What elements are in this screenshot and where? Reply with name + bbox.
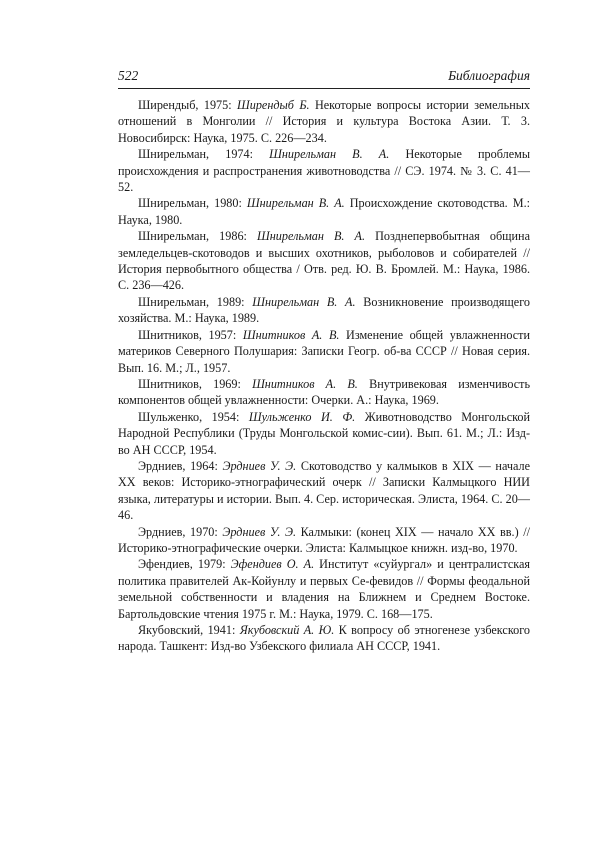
- entry-key: Шнирельман, 1986:: [138, 229, 247, 244]
- bibliography-entry: [118, 556, 530, 622]
- entry-key: Шнирельман, 1980:: [138, 196, 242, 211]
- entry-text: К вопросу об этногенезе узбекского народа. Ташкент: Изд-во Узбекского филиала АН СССР, 1941.: [118, 623, 531, 654]
- bibliography-entry: [118, 97, 530, 146]
- entry-author: Эрдниев У. Э.: [222, 524, 296, 539]
- entry-author: Ширендыб Б.: [237, 98, 310, 112]
- entry-author: Шульженко И. Ф.: [248, 409, 356, 424]
- bibliography-entry: [118, 146, 530, 195]
- entry-key: Эфендиев, 1979:: [138, 557, 226, 572]
- entry-text: Позднепервобытная община земледельцев-скотоводов и высших охотников, рыболовов и собирателей // История первобытного общества / Отв. ред. Ю. В. Бромлей. М.: Наука, 1986. С. 236—426.: [118, 229, 530, 293]
- bibliography-entry: [118, 409, 530, 458]
- page-header: [118, 68, 530, 88]
- entry-text: Животноводство Монгольской Народной Республики (Труды Монгольской комис-сии). Вып. 61. М.; Л.: Изд-во АН СССР, 1954.: [118, 409, 531, 457]
- entry-text: Калмыки: (конец XIX — начало XX вв.) // Историко-этнографические очерки. Элиста: Калмыцкое книжн. изд-во, 1970.: [118, 524, 531, 555]
- entry-text: Изменение общей увлажненности материков Северного Полушария: Записки Геогр. об-ва СССР // Новая серия. Вып. 16. М.; Л., 1957.: [118, 327, 531, 375]
- entry-author: Эфендиев О. А.: [230, 557, 315, 572]
- entry-key: Эрдниев, 1970:: [138, 524, 218, 539]
- entry-key: Эрдниев, 1964:: [138, 458, 218, 473]
- bibliography-list: [118, 97, 530, 655]
- entry-text: Скотоводство у калмыков в XIX — начале XX веков: Историко-этнографический очерк // Записки Калмыцкого НИИ языка, литературы и истории. Вып. 4. Сер. историческая. Элиста, 1964. С. 20—46.: [118, 458, 531, 523]
- entry-author: Шнитников А. В.: [242, 327, 340, 342]
- running-title: Библиография: [448, 68, 530, 83]
- entry-key: Ширендыб, 1975:: [138, 98, 232, 112]
- entry-author: Эрдниев У. Э.: [222, 458, 297, 473]
- bibliography-entry: [118, 228, 530, 294]
- entry-key: Шнирельман, 1989:: [138, 294, 245, 309]
- entry-text: Внутривековая изменчивость компонентов общей увлажненности: Очерки. А.: Наука, 1969.: [118, 376, 531, 408]
- entry-text: Институт «суйургал» и централистская политика правителей Ак-Койунлу и первых Се-февидов // Формы феодальной земельной собственности и владения на Ближнем и Среднем Востоке. Бартольдовские чтения 1975 г. М.: Наука, 1979. С. 168—175.: [118, 557, 531, 621]
- entry-key: Якубовский, 1941:: [138, 623, 236, 637]
- entry-author: Шнирельман В. А.: [246, 196, 345, 211]
- bibliography-entry: [118, 327, 530, 376]
- entry-author: Шнирельман В. А.: [257, 229, 366, 244]
- entry-author: Шнирельман В. А.: [269, 147, 390, 162]
- entry-key: Шнитников, 1969:: [138, 376, 241, 391]
- entry-text: Некоторые проблемы происхождения и распространения животноводства // СЭ. 1974. № 3. С. 41—52.: [118, 147, 531, 195]
- entry-author: Шнирельман В. А.: [252, 294, 356, 309]
- entry-key: Шнитников, 1957:: [138, 327, 237, 342]
- entry-key: Шнирельман, 1974:: [138, 147, 254, 162]
- entry-text: Некоторые вопросы истории земельных отношений в Монголии // История и культура Востока Азии. Т. 3. Новосибирск: Наука, 1975. С. 226—234.: [118, 98, 531, 145]
- bibliography-entry: [118, 458, 530, 524]
- header-rule: [118, 88, 530, 89]
- entry-author: Шнитников А. В.: [252, 376, 358, 391]
- bibliography-entry: [118, 294, 530, 327]
- entry-text: Возникновение производящего хозяйства. М.: Наука, 1989.: [118, 294, 530, 326]
- entry-text: Происхождение скотоводства. М.: Наука, 1980.: [118, 196, 531, 227]
- entry-author: Якубовский А. Ю.: [239, 623, 335, 637]
- entry-key: Шульженко, 1954:: [138, 409, 240, 424]
- page-number: 522: [118, 68, 139, 83]
- bibliography-entry: [118, 376, 530, 409]
- bibliography-entry: [118, 195, 530, 228]
- bibliography-entry: [118, 524, 530, 557]
- bibliography-entry: [118, 622, 530, 655]
